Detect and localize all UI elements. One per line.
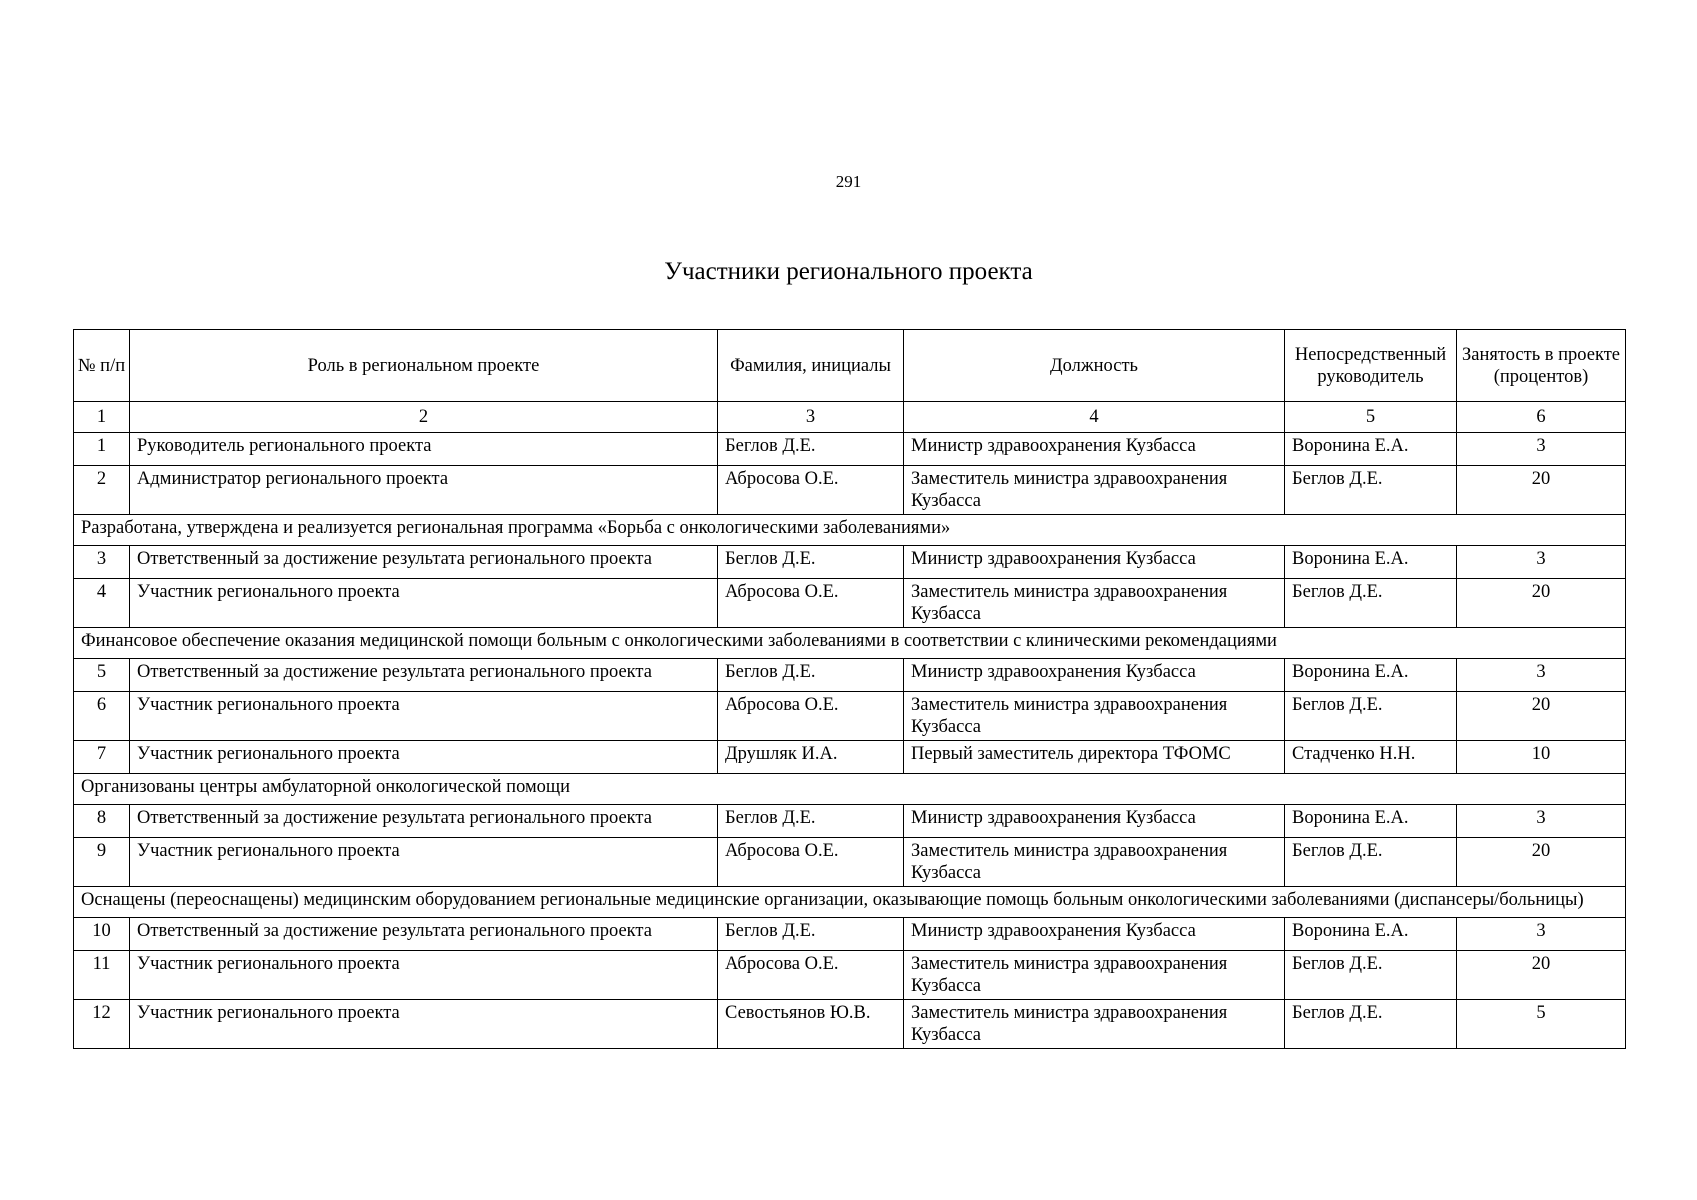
table-header	[74, 330, 1626, 433]
column-index: 2	[130, 402, 718, 433]
row-employment: 3	[1457, 918, 1626, 951]
row-name: Севостьянов Ю.В.	[718, 1000, 904, 1049]
page-title: Участники регионального проекта	[664, 258, 1033, 285]
section-row	[74, 887, 1626, 918]
column-index: 4	[904, 402, 1285, 433]
row-role: Ответственный за достижение результата регионального проекта	[130, 918, 718, 951]
table-row	[74, 433, 1626, 466]
section-title: Разработана, утверждена и реализуется региональная программа «Борьба с онкологическими заболеваниями»	[74, 515, 1626, 546]
section-row	[74, 774, 1626, 805]
row-name: Друшляк И.А.	[718, 741, 904, 774]
row-position: Министр здравоохранения Кузбасса	[904, 805, 1285, 838]
row-employment: 5	[1457, 1000, 1626, 1049]
row-employment: 20	[1457, 951, 1626, 1000]
column-index: 6	[1457, 402, 1626, 433]
row-supervisor: Воронина Е.А.	[1285, 918, 1457, 951]
table-row	[74, 466, 1626, 515]
row-employment: 3	[1457, 433, 1626, 466]
row-number: 9	[74, 838, 130, 887]
row-role: Участник регионального проекта	[130, 579, 718, 628]
row-position: Министр здравоохранения Кузбасса	[904, 659, 1285, 692]
table-row	[74, 741, 1626, 774]
table-row	[74, 692, 1626, 741]
row-role: Участник регионального проекта	[130, 951, 718, 1000]
row-name: Абросова О.Е.	[718, 692, 904, 741]
row-position: Заместитель министра здравоохранения Кузбасса	[904, 466, 1285, 515]
row-supervisor: Беглов Д.Е.	[1285, 1000, 1457, 1049]
row-employment: 20	[1457, 579, 1626, 628]
row-position: Министр здравоохранения Кузбасса	[904, 918, 1285, 951]
row-supervisor: Беглов Д.Е.	[1285, 466, 1457, 515]
row-position: Заместитель министра здравоохранения Кузбасса	[904, 692, 1285, 741]
row-name: Беглов Д.Е.	[718, 805, 904, 838]
row-role: Участник регионального проекта	[130, 838, 718, 887]
section-title: Финансовое обеспечение оказания медицинской помощи больным с онкологическими заболеваниями в соответствии с клиническими рекомендациями	[74, 628, 1626, 659]
row-employment: 20	[1457, 466, 1626, 515]
table-row	[74, 579, 1626, 628]
row-supervisor: Беглов Д.Е.	[1285, 951, 1457, 1000]
row-supervisor: Беглов Д.Е.	[1285, 579, 1457, 628]
table-row	[74, 838, 1626, 887]
row-supervisor: Беглов Д.Е.	[1285, 838, 1457, 887]
table-body	[74, 433, 1626, 1049]
section-row	[74, 515, 1626, 546]
header-name: Фамилия, инициалы	[718, 330, 904, 402]
row-role: Участник регионального проекта	[130, 741, 718, 774]
row-employment: 10	[1457, 741, 1626, 774]
row-position: Заместитель министра здравоохранения Кузбасса	[904, 579, 1285, 628]
table-row	[74, 951, 1626, 1000]
row-number: 1	[74, 433, 130, 466]
header-number: № п/п	[74, 330, 130, 402]
header-role: Роль в региональном проекте	[130, 330, 718, 402]
row-number: 6	[74, 692, 130, 741]
row-supervisor: Воронина Е.А.	[1285, 433, 1457, 466]
column-index: 3	[718, 402, 904, 433]
section-title: Оснащены (переоснащены) медицинским оборудованием региональные медицинские организации, оказывающие помощь больным онкологическими заболеваниями (диспансеры/больницы)	[74, 887, 1626, 918]
row-name: Абросова О.Е.	[718, 951, 904, 1000]
row-employment: 3	[1457, 546, 1626, 579]
row-number: 3	[74, 546, 130, 579]
row-role: Участник регионального проекта	[130, 692, 718, 741]
row-name: Абросова О.Е.	[718, 466, 904, 515]
row-number: 8	[74, 805, 130, 838]
row-supervisor: Беглов Д.Е.	[1285, 692, 1457, 741]
row-employment: 3	[1457, 805, 1626, 838]
row-role: Руководитель регионального проекта	[130, 433, 718, 466]
row-name: Беглов Д.Е.	[718, 659, 904, 692]
section-row	[74, 628, 1626, 659]
page-number: 291	[835, 172, 862, 191]
row-number: 5	[74, 659, 130, 692]
section-title: Организованы центры амбулаторной онкологической помощи	[74, 774, 1626, 805]
row-number: 10	[74, 918, 130, 951]
row-position: Заместитель министра здравоохранения Кузбасса	[904, 838, 1285, 887]
row-role: Ответственный за достижение результата регионального проекта	[130, 546, 718, 579]
row-supervisor: Воронина Е.А.	[1285, 805, 1457, 838]
table-row	[74, 659, 1626, 692]
table-row	[74, 805, 1626, 838]
row-position: Заместитель министра здравоохранения Кузбасса	[904, 951, 1285, 1000]
row-role: Ответственный за достижение результата регионального проекта	[130, 805, 718, 838]
row-position: Министр здравоохранения Кузбасса	[904, 546, 1285, 579]
row-position: Министр здравоохранения Кузбасса	[904, 433, 1285, 466]
row-number: 4	[74, 579, 130, 628]
participants-table	[73, 329, 1626, 1049]
row-employment: 20	[1457, 838, 1626, 887]
row-role: Администратор регионального проекта	[130, 466, 718, 515]
column-index: 1	[74, 402, 130, 433]
row-number: 12	[74, 1000, 130, 1049]
table-row	[74, 546, 1626, 579]
row-supervisor: Воронина Е.А.	[1285, 546, 1457, 579]
header-employment: Занятость в проекте (процентов)	[1457, 330, 1626, 402]
column-index: 5	[1285, 402, 1457, 433]
row-name: Беглов Д.Е.	[718, 433, 904, 466]
row-position: Заместитель министра здравоохранения Кузбасса	[904, 1000, 1285, 1049]
table-row	[74, 918, 1626, 951]
row-employment: 3	[1457, 659, 1626, 692]
header-supervisor: Непосредственный руководитель	[1285, 330, 1457, 402]
row-name: Беглов Д.Е.	[718, 546, 904, 579]
row-name: Абросова О.Е.	[718, 838, 904, 887]
row-employment: 20	[1457, 692, 1626, 741]
row-supervisor: Воронина Е.А.	[1285, 659, 1457, 692]
header-row	[74, 330, 1626, 402]
row-role: Ответственный за достижение результата регионального проекта	[130, 659, 718, 692]
row-name: Беглов Д.Е.	[718, 918, 904, 951]
row-role: Участник регионального проекта	[130, 1000, 718, 1049]
row-supervisor: Стадченко Н.Н.	[1285, 741, 1457, 774]
row-name: Абросова О.Е.	[718, 579, 904, 628]
row-number: 7	[74, 741, 130, 774]
row-number: 11	[74, 951, 130, 1000]
column-index-row	[74, 402, 1626, 433]
row-position: Первый заместитель директора ТФОМС	[904, 741, 1285, 774]
row-number: 2	[74, 466, 130, 515]
header-position: Должность	[904, 330, 1285, 402]
table-row	[74, 1000, 1626, 1049]
